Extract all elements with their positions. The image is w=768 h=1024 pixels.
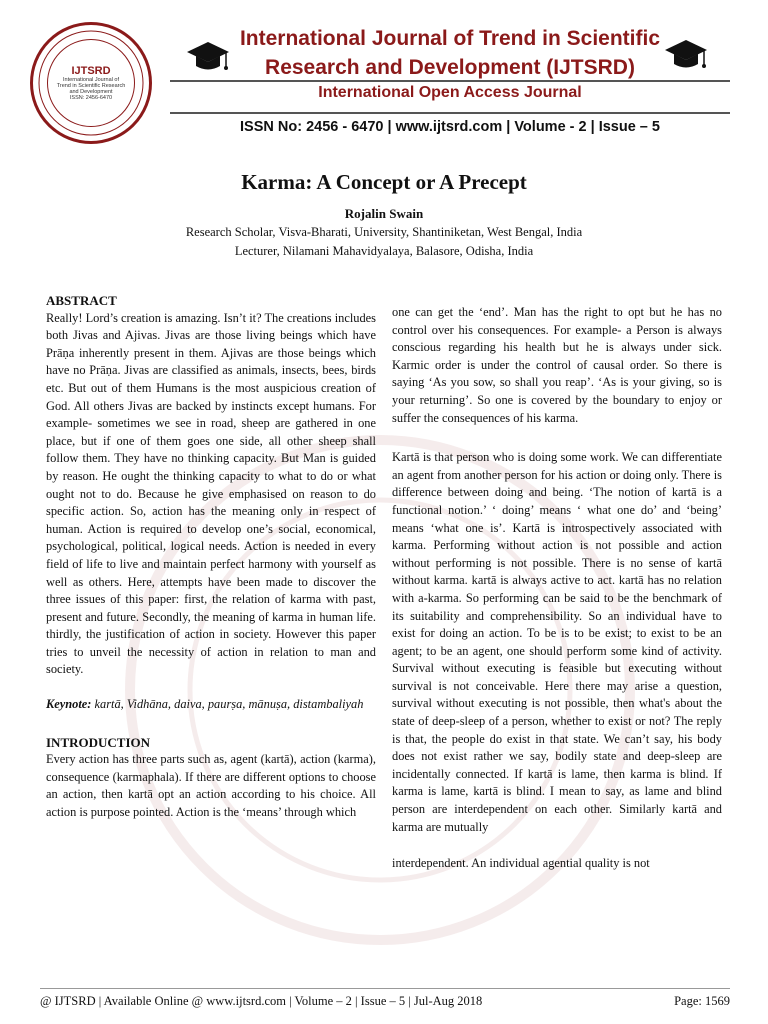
abstract-text: Really! Lord’s creation is amazing. Isn’t it? The creations includes both Jivas and Ajivas. Jivas are those living beings which have Prāṇa inherently present in them. Ajivas are those beings which have no Prāṇa. Jivas are classified as animals, insects, bees, birds etc. But out of them Humans is the most auspicious creation of God. All others Jivas are backed by instincts except humans. For example- sometimes we see in road, sheep are gathered in one place, but if one of them goes one side, all other sheep shall follow them. They have no thinking capacity. But Man is guided by reason. He ought the thinking capacity to what to do or what ought not to do. Because he give emphasised on reason to do specific action. So, action has the meaning only in respect of human. Action is required to develop one’s social, economical, psychological, political, logical needs. Action is needed in every field of life to live and maintain perfect harmony with yourself as well as others. Here, attempts have been made to discover the three issues of this paper: first, the relation of karma with past, present and future. Secondly, the meaning of karma in human life. thirdly, the justification of action in society. However this paper tries to unveil the necessity of action in relation to man and society. xyxy=(46,310,376,677)
footer-divider xyxy=(40,988,730,989)
logo-abbr: IJTSRD xyxy=(71,65,111,77)
introduction-heading: INTRODUCTION xyxy=(46,734,151,750)
author-name: Rojalin Swain xyxy=(344,206,424,221)
left-column xyxy=(46,292,376,822)
journal-title xyxy=(170,24,730,82)
logo-center xyxy=(47,39,135,127)
abstract-heading: ABSTRACT xyxy=(46,293,117,308)
right-paragraph-3: interdependent. An individual agential quality is not xyxy=(392,856,650,871)
footer-text: @ IJTSRD | Available Online @ www.ijtsrd.com | Volume – 2 | Issue – 5 | Jul-Aug 2018 xyxy=(40,994,483,1008)
journal-header xyxy=(0,0,768,160)
divider xyxy=(170,80,730,82)
journal-title-line2: Research and Development (IJTSRD) xyxy=(265,56,635,79)
open-access-label: International Open Access Journal xyxy=(318,84,582,101)
right-paragraph-2: Kartā is that person who is doing some work. We can differentiate an agent from another person for his action or doing only. There is difference between doing and being. ‘The notion of kartā is a functional notion.’ ‘ doing’ means ‘ what one do’ and ‘being’ means ‘what one is’. Kartā is introspectively associated with karma. Performing without action is not possible and action without performing is not possible. There is no sense of kartā without karma. kartā is always active to act. kartā has no relation with a-karma. So performing can be said to be the benchmark of its suitability and comprehensibility. So an individual have to exist for doing an action. To be is to be exist; to exist to be an agent; to be an agent, one should perform some kind of activity. Survival without executing is feasible but executing without survival is not conceivable. Here there may arise a question, survival without executing is not possible, then what's about the state of deep-sleep of a person, whether to exist or not? The reply is that, the people do exist in that state. We can’t say, his body does not exist rather we say, bodily state and deep-sleep are incidentally connected. If kartā is lame, then karma is blind. If karma is lame, kartā is blind. I mean to say, as lame and blind person are interdependent on each other. Similarly kartā and karma are mutually xyxy=(392,450,722,834)
right-column xyxy=(392,304,722,873)
right-paragraph-1: one can get the ‘end’. Man has the right to opt but he has no control over his consequences. For example- a Person is always conscious regarding his health but he is always under sick. Karmic order is under the control of causal order. So there is saying ‘As you sow, so shall you reap’. ‘As is your giving, so is your returning’. So one is covered by the boundary to enjoy or suffer the consequences of his karma. xyxy=(392,305,722,425)
introduction-text: Every action has three parts such as, agent (kartā), action (karma), consequence (karmaphala). If there are different options to choose an action, then kartā opt an action according to his choice. All action is purpose pointed. Action is the ‘means’ through which xyxy=(46,752,376,820)
logo-text: International Journal of Trend in Scientific Research and Development xyxy=(56,77,126,95)
issn-line: ISSN No: 2456 - 6470 | www.ijtsrd.com | Volume - 2 | Issue – 5 xyxy=(240,119,660,135)
page-number: Page: 1569 xyxy=(674,994,730,1008)
journal-title-line1: International Journal of Trend in Scientific xyxy=(239,27,661,50)
keynote xyxy=(46,696,376,714)
keynote-label: Keynote: xyxy=(46,697,92,712)
affiliation-1: Research Scholar, Visva-Bharati, University, Shantiniketan, West Bengal, India xyxy=(185,225,583,239)
logo-issn: ISSN: 2456-6470 xyxy=(69,95,113,101)
paper-title: Karma: A Concept or A Precept xyxy=(241,170,527,194)
keynote-terms: kartā, Vidhāna, daiva, paurṣa, mānuṣa, distambaliyah xyxy=(91,697,364,712)
divider xyxy=(170,112,730,114)
ijtsrd-logo xyxy=(30,22,152,144)
affiliation-2: Lecturer, Nilamani Mahavidyalaya, Balasore, Odisha, India xyxy=(234,244,534,258)
